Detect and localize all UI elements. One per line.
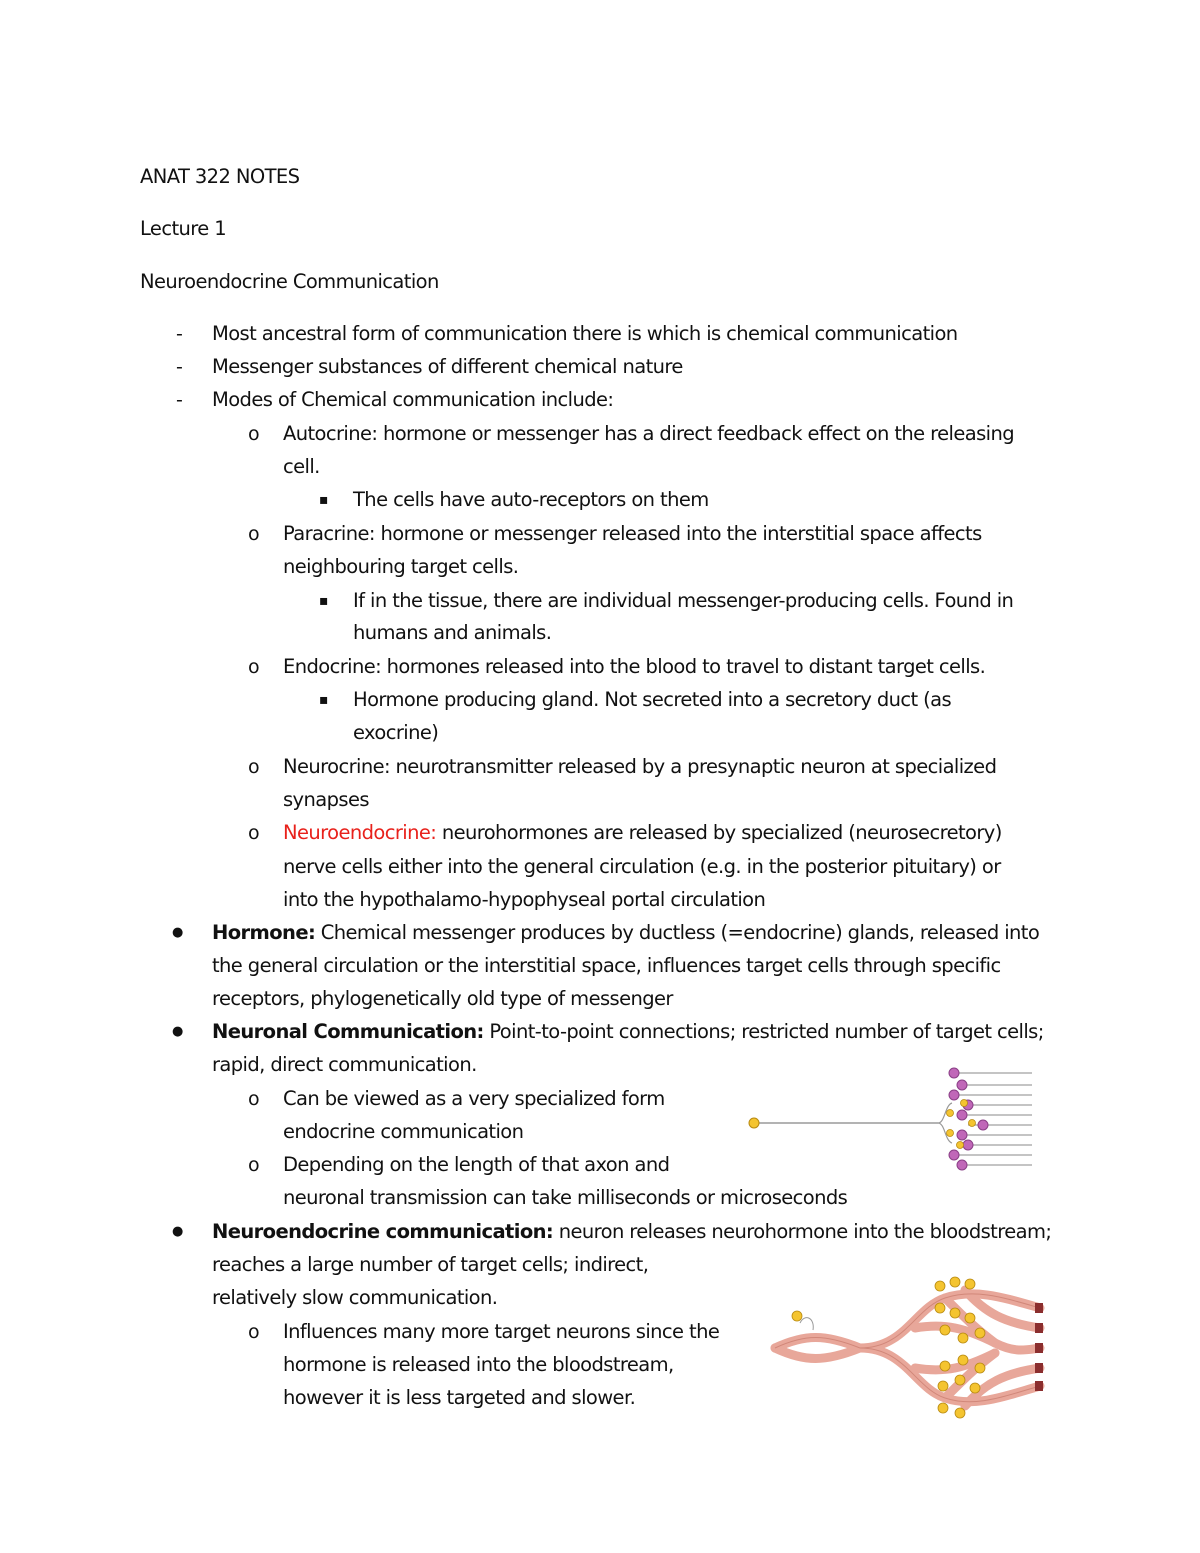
- circle-marker: o: [248, 656, 260, 678]
- neuroendocrine-term: Neuroendocrine:: [283, 821, 437, 844]
- neuronal-text: [212, 1020, 1044, 1044]
- square-marker: ▪: [319, 492, 329, 508]
- square-marker: ▪: [319, 692, 329, 708]
- circle-marker: o: [248, 1154, 260, 1176]
- dash-item: Modes of Chemical communication include:: [212, 388, 614, 411]
- neuronal-line: rapid, direct communication.: [212, 1053, 477, 1076]
- paracrine-sub: If in the tissue, there are individual messenger-producing cells. Found in: [353, 589, 1014, 612]
- hormone-line: Chemical messenger produces by ductless (=endocrine) glands, released into: [315, 921, 1040, 944]
- dash-item: Most ancestral form of communication there is which is chemical communication: [212, 322, 958, 345]
- dash-marker: -: [176, 389, 183, 411]
- paracrine-text: Paracrine: hormone or messenger released into the interstitial space affects: [283, 522, 982, 545]
- neuronal-sub: endocrine communication: [283, 1120, 524, 1143]
- circle-marker: o: [248, 822, 260, 844]
- dash-marker: -: [176, 356, 183, 378]
- neuronal-sub: neuronal transmission can take milliseconds or microseconds: [283, 1186, 848, 1209]
- neuroendocrine-mode-line: neurohormones are released by specialized (neurosecretory): [436, 821, 1002, 844]
- neurocrine-text: synapses: [283, 788, 369, 811]
- neuroendocrine-sub: however it is less targeted and slower.: [283, 1386, 636, 1409]
- neurocrine-text: Neurocrine: neurotransmitter released by a presynaptic neuron at specialized: [283, 755, 997, 778]
- neuroendocrine-communication-figure: [765, 1268, 1050, 1423]
- circle-marker: o: [248, 1321, 260, 1343]
- neuroendocrine-line: neuron releases neurohormone into the bloodstream;: [553, 1220, 1052, 1243]
- autocrine-sub: The cells have auto-receptors on them: [353, 488, 709, 511]
- autocrine-text: cell.: [283, 455, 320, 478]
- neuroendocrine-mode-text: [283, 821, 1002, 845]
- lecture-heading: Lecture 1: [140, 217, 227, 240]
- neuronal-sub: Depending on the length of that axon and: [283, 1153, 670, 1176]
- circle-marker: o: [248, 1088, 260, 1110]
- neuronal-line: Point-to-point connections; restricted number of target cells;: [483, 1020, 1044, 1043]
- section-heading: Neuroendocrine Communication: [140, 270, 439, 293]
- circle-marker: o: [248, 756, 260, 778]
- neuronal-communication-figure: [740, 1065, 1040, 1175]
- hormone-term: Hormone:: [212, 921, 316, 944]
- paracrine-sub: humans and animals.: [353, 621, 552, 644]
- paracrine-text: neighbouring target cells.: [283, 555, 519, 578]
- neuroendocrine-line: reaches a large number of target cells; indirect,: [212, 1253, 649, 1276]
- hormone-line: the general circulation or the interstitial space, influences target cells through specific: [212, 954, 1001, 977]
- bullet-marker: ●: [172, 925, 184, 940]
- hormone-text: [212, 921, 1039, 945]
- hormone-line: receptors, phylogenetically old type of messenger: [212, 987, 673, 1010]
- circle-marker: o: [248, 523, 260, 545]
- neuroendocrine-sub: Influences many more target neurons since the: [283, 1320, 720, 1343]
- neuroendocrine-text: [212, 1220, 1051, 1244]
- document-title: ANAT 322 NOTES: [140, 165, 300, 188]
- neuroendocrine-sub: hormone is released into the bloodstream,: [283, 1353, 674, 1376]
- dash-item: Messenger substances of different chemical nature: [212, 355, 683, 378]
- autocrine-text: Autocrine: hormone or messenger has a direct feedback effect on the releasing: [283, 422, 1014, 445]
- neuroendocrine-line: relatively slow communication.: [212, 1286, 498, 1309]
- neuronal-term: Neuronal Communication:: [212, 1020, 484, 1043]
- circle-marker: o: [248, 423, 260, 445]
- square-marker: ▪: [319, 593, 329, 609]
- bullet-marker: ●: [172, 1224, 184, 1239]
- neuroendocrine-mode-line: into the hypothalamo-hypophyseal portal circulation: [283, 888, 766, 911]
- neuroendocrine-mode-line: nerve cells either into the general circulation (e.g. in the posterior pituitary) or: [283, 855, 1001, 878]
- bullet-marker: ●: [172, 1024, 184, 1039]
- dash-marker: -: [176, 323, 183, 345]
- endocrine-sub: Hormone producing gland. Not secreted into a secretory duct (as: [353, 688, 952, 711]
- neuronal-sub: Can be viewed as a very specialized form: [283, 1087, 665, 1110]
- endocrine-text: Endocrine: hormones released into the blood to travel to distant target cells.: [283, 655, 986, 678]
- neuroendocrine-comm-term: Neuroendocrine communication:: [212, 1220, 554, 1243]
- endocrine-sub: exocrine): [353, 721, 439, 744]
